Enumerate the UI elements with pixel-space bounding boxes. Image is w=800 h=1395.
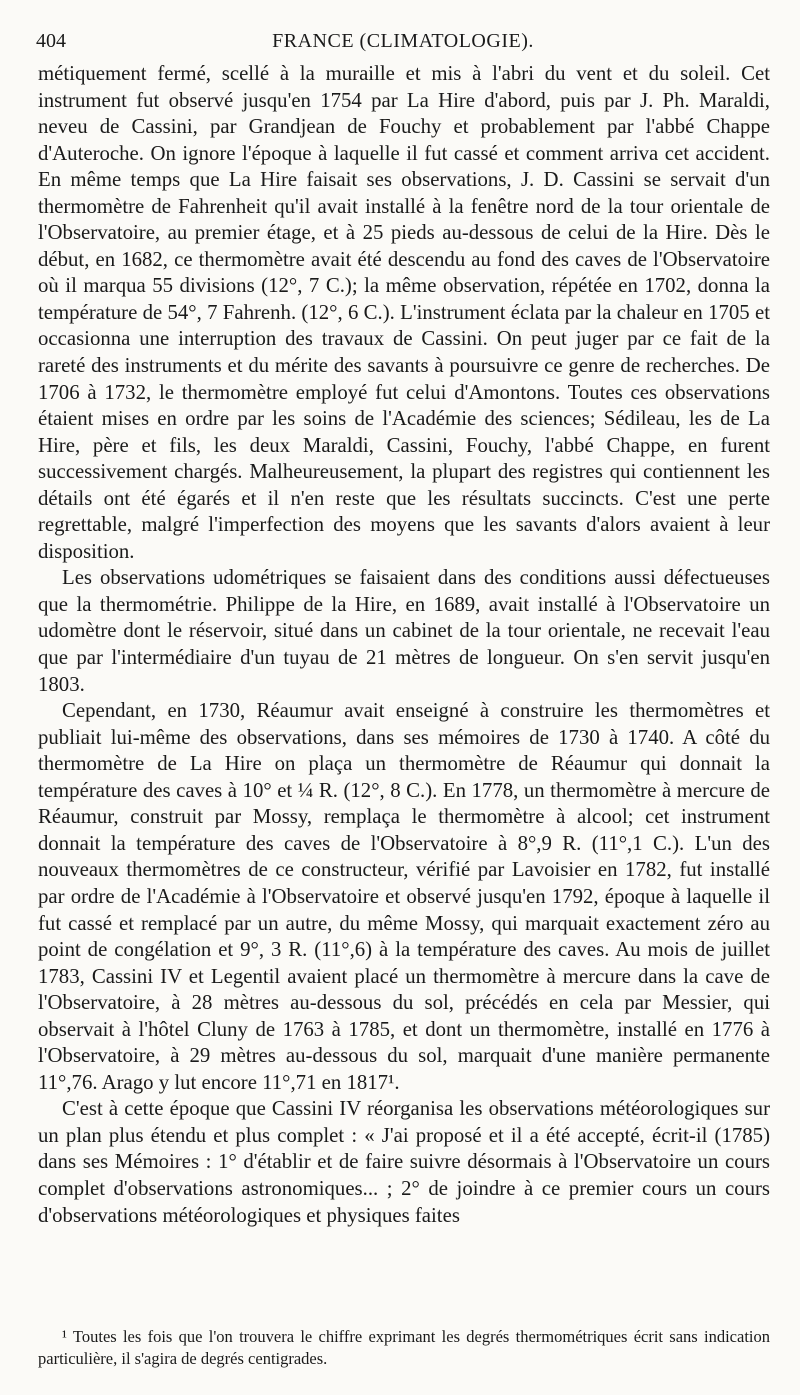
running-head bbox=[36, 30, 770, 56]
body-text bbox=[38, 61, 770, 1229]
paragraph-reaumur: Cependant, en 1730, Réaumur avait enseigné à construire les thermomètres et publiait lui-même des observations, dans ses mémoires de 1730 à 1740. A côté du thermomètre de La Hire on plaça un thermomètre de Réaumur qui donnait la température des caves à 10° et ¼ R. (12°, 8 C.). En 1778, un thermomètre à mercure de Réaumur, construit par Mossy, remplaça le thermomètre à alcool; cet instrument donnait la température des caves de l'Observatoire à 8°,9 R. (11°,1 C.). L'un des nouveaux thermomètres de ce constructeur, vérifié par Lavoisier en 1782, fut installé par ordre de l'Académie à l'Observatoire et observé jusqu'en 1792, époque à laquelle il fut cassé et remplacé par un autre, du même Mossy, qui marquait exactement zéro au point de congélation et 9°, 3 R. (11°,6) à la température des caves. Au mois de juillet 1783, Cassini IV et Legentil avaient placé un thermomètre à mercure dans la cave de l'Observatoire, à 28 mètres au-dessous du sol, précédés en cela par Messier, qui observait à l'hôtel Cluny de 1763 à 1785, et dont un thermomètre, installé en 1776 à l'Observatoire, à 29 mètres au-dessous du sol, marquait d'une manière permanente 11°,76. Arago y lut encore 11°,71 en 1817¹. bbox=[38, 699, 770, 1094]
paragraph-continuation: métiquement fermé, scellé à la muraille et mis à l'abri du vent et du soleil. Cet instrument fut observé jusqu'en 1754 par La Hire d'abord, puis par J. Ph. Maraldi, neveu de Cassini, par Grandjean de Fouchy et probablement par l'abbé Chappe d'Auteroche. On ignore l'époque à laquelle il fut cassé et comment arriva cet accident. En même temps que La Hire faisait ses observations, J. D. Cassini se servait d'un thermomètre de Fahrenheit qu'il avait installé à la fenêtre nord de la tour orientale de l'Observatoire, au premier étage, et à 25 pieds au-dessous de celui de la Hire. Dès le début, en 1682, ce thermomètre avait été descendu au fond des caves de l'Observatoire où il marqua 55 divisions (12°, 7 C.); la même observation, répétée en 1702, donna la température de 54°, 7 Fahrenh. (12°, 6 C.). L'instrument éclata par la chaleur en 1705 et occasionna une interruption des travaux de Cassini. On peut juger par ce fait de la rareté des instruments et du mérite des savants à poursuivre ce genre de recherches. De 1706 à 1732, le thermomètre employé fut celui d'Amontons. Toutes ces observations étaient mises en ordre par les soins de l'Académie des sciences; Sédileau, les de La Hire, père et fils, les deux Maraldi, Cassini, Fouchy, l'abbé Chappe, en furent successivement chargés. Malheureusement, la plupart des registres qui contiennent les détails ont été égarés et il n'en reste que les résultats succincts. C'est une perte regrettable, malgré l'imperfection des moyens que les savants d'alors avaient à leur disposition. bbox=[38, 62, 770, 563]
footnote: ¹ Toutes les fois que l'on trouvera le chiffre exprimant les degrés thermométriques écrit sans indication particulière, il s'agira de degrés centigrades. bbox=[38, 1327, 770, 1368]
page-number: 404 bbox=[36, 30, 66, 52]
paragraph-cassini: C'est à cette époque que Cassini IV réorganisa les observations météorologiques sur un plan plus étendu et plus complet : « J'ai proposé et il a été accepté, écrit-il (1785) dans ses Mémoires : 1° d'établir et de faire suivre désormais à l'Observatoire un cours complet d'observations astronomiques... ; 2° de joindre à ce premier cours un cours d'observations météorologiques et physiques faites bbox=[38, 1097, 770, 1227]
paragraph-udometric: Les observations udométriques se faisaient dans des conditions aussi défectueuses que la thermométrie. Philippe de la Hire, en 1689, avait installé à l'Observatoire un udomètre dont le réservoir, situé dans un cabinet de la tour orientale, ne recevait l'eau que par l'intermédiaire d'un tuyau de 21 mètres de longueur. On s'en servit jusqu'en 1803. bbox=[38, 566, 770, 696]
header-title: FRANCE (CLIMATOLOGIE). bbox=[272, 30, 534, 52]
